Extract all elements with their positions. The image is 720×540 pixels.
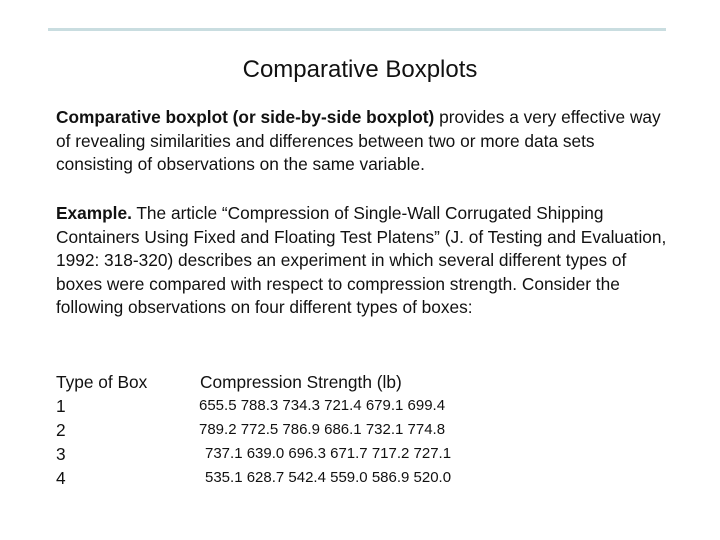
intro-text: provides a very effective way of revealing similarities and differences between two or more data sets consisting of observations on the same variable. <box>56 107 661 174</box>
example-text: The article “Compression of Single-Wall Corrugated Shipping Containers Using Fixed and Floating Test Platens” (J. of Testing and Evaluation, 1992: 318-320) describes an experiment in which several different types of boxes were compared with respect to compression strength. Consider the following observations on four different types of boxes: <box>56 203 667 317</box>
example-paragraph <box>56 202 676 320</box>
box-type-label: 2 <box>56 420 66 440</box>
header-type-of-box: Type of Box <box>56 372 148 392</box>
box-type-label: 3 <box>56 444 66 464</box>
header-compression-strength: Compression Strength (lb) <box>200 372 402 392</box>
intro-bold-term: Comparative boxplot (or side-by-side boxplot) <box>56 107 435 127</box>
example-label: Example. <box>56 203 132 223</box>
strength-values: 737.1 639.0 696.3 671.7 717.2 727.1 <box>205 445 452 462</box>
slide-title: Comparative Boxplots <box>242 56 478 83</box>
strength-values: 789.2 772.5 786.9 686.1 732.1 774.8 <box>199 421 446 438</box>
strength-values: 655.5 788.3 734.3 721.4 679.1 699.4 <box>199 397 446 414</box>
box-type-label: 4 <box>56 468 66 488</box>
strength-values: 535.1 628.7 542.4 559.0 586.9 520.0 <box>205 469 452 486</box>
top-divider <box>48 28 666 31</box>
box-type-label: 1 <box>56 396 66 416</box>
intro-paragraph <box>56 106 676 177</box>
